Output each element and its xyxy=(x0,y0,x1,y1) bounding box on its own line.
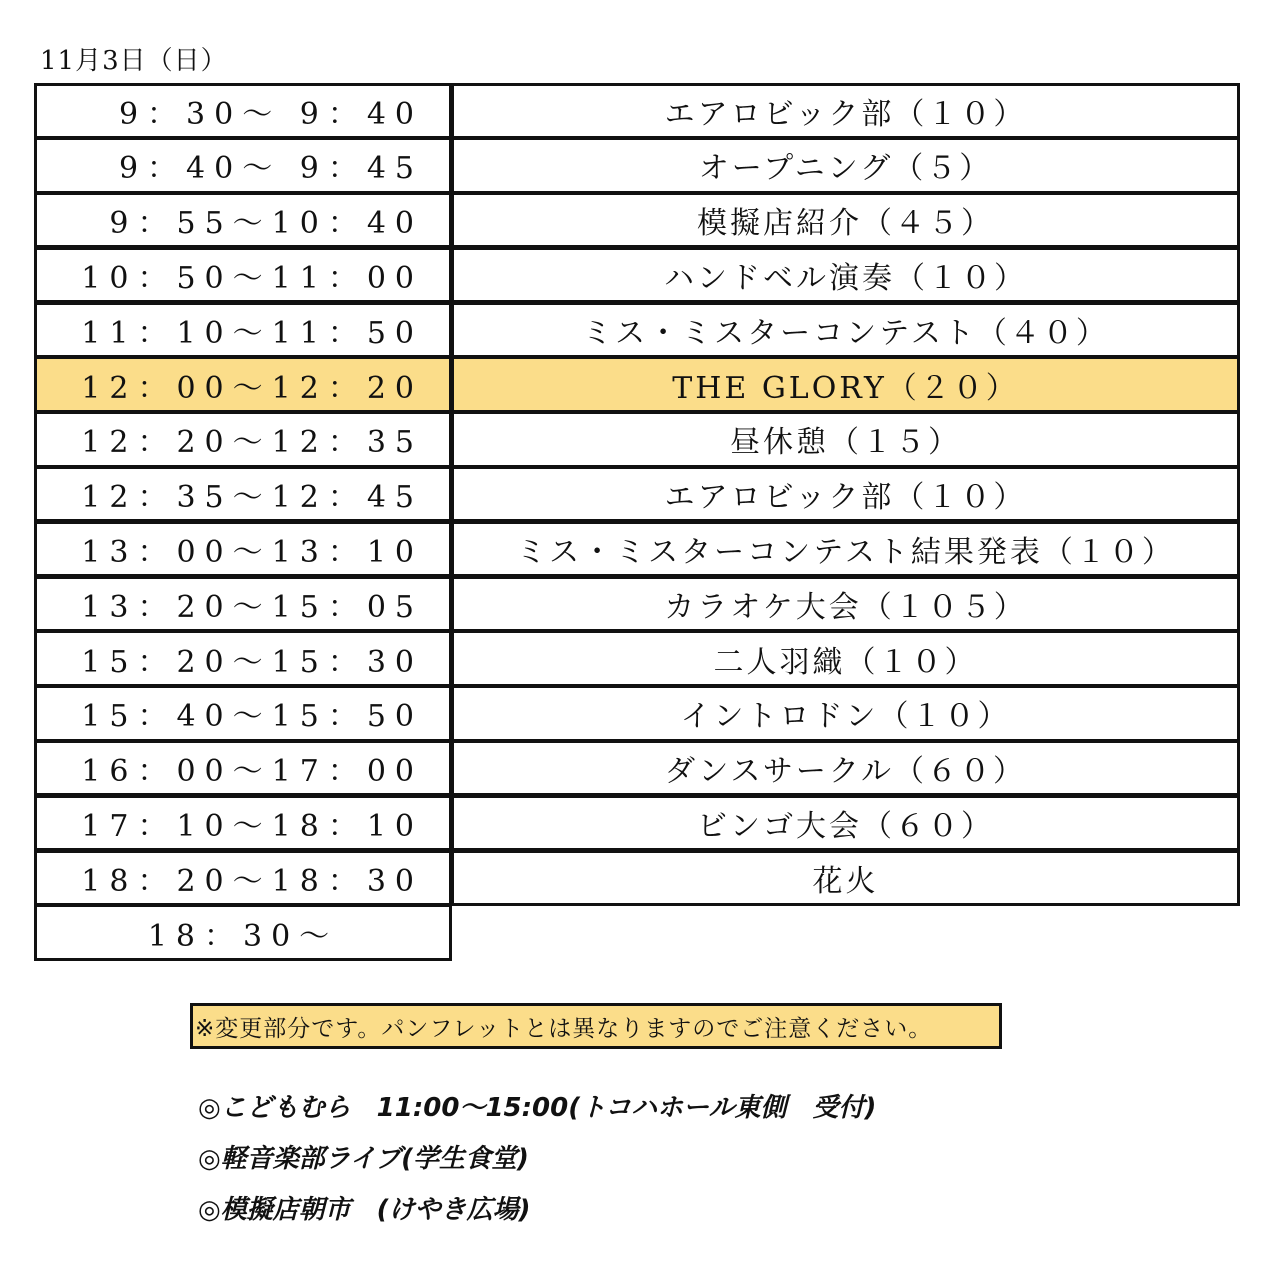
schedule-row xyxy=(34,139,1240,194)
event-cell-empty xyxy=(451,904,1240,960)
time-cell: 13：00～13：10 xyxy=(34,521,452,577)
schedule-row xyxy=(34,796,1240,851)
schedule-row xyxy=(34,248,1240,303)
event-cell: カラオケ大会（１０５） xyxy=(451,576,1240,632)
schedule-row xyxy=(34,413,1240,468)
time-cell: 12：00～12：20 xyxy=(34,356,452,412)
event-cell: エアロビック部（１０） xyxy=(451,466,1240,522)
event-cell: ミス・ミスターコンテスト（４０） xyxy=(451,302,1240,358)
time-cell: 9：55～10：40 xyxy=(34,192,452,248)
event-cell: イントロドン（１０） xyxy=(451,685,1240,741)
time-cell: 16：00～17：00 xyxy=(34,740,452,796)
event-cell: オープニング（５） xyxy=(451,137,1240,193)
event-cell: 花火 xyxy=(451,850,1240,906)
schedule-row xyxy=(34,577,1240,632)
schedule-row xyxy=(34,742,1240,797)
extra-event-item: ◎こどもむら 11:00～15:00(トコハホール東側 受付) xyxy=(198,1093,877,1123)
event-cell: エアロビック部（１０） xyxy=(451,83,1240,139)
schedule-row xyxy=(34,851,1240,906)
extra-event-item: ◎模擬店朝市 (けやき広場) xyxy=(198,1195,531,1225)
extra-events xyxy=(198,1090,876,1243)
time-cell: 13：20～15：05 xyxy=(34,576,452,632)
event-cell: THE GLORY（２０） xyxy=(451,356,1240,412)
time-cell: 17：10～18：10 xyxy=(34,795,452,851)
event-cell: ミス・ミスターコンテスト結果発表（１０） xyxy=(451,521,1240,577)
event-cell: ダンスサークル（６０） xyxy=(451,740,1240,796)
time-cell: 9：30～ 9：40 xyxy=(34,83,452,139)
schedule-row-highlighted xyxy=(34,358,1240,413)
schedule-row xyxy=(34,522,1240,577)
schedule-row xyxy=(34,906,1240,961)
schedule-row xyxy=(34,468,1240,523)
schedule-row xyxy=(34,194,1240,249)
extra-event-item: ◎軽音楽部ライブ(学生食堂) xyxy=(198,1144,529,1174)
time-cell: 10：50～11：00 xyxy=(34,247,452,303)
time-cell: 15：40～15：50 xyxy=(34,685,452,741)
time-cell: 12：35～12：45 xyxy=(34,466,452,522)
time-cell: 15：20～15：30 xyxy=(34,630,452,686)
time-cell: 18：30～ xyxy=(34,904,452,960)
schedule-row xyxy=(34,84,1240,139)
schedule-row xyxy=(34,303,1240,358)
schedule-table xyxy=(34,84,1240,961)
change-notice: ※変更部分です。パンフレットとは異なりますのでご注意ください。 xyxy=(190,1003,1002,1049)
event-cell: ビンゴ大会（６０） xyxy=(451,795,1240,851)
time-cell: 12：20～12：35 xyxy=(34,411,452,467)
event-cell: 昼休憩（１５） xyxy=(451,411,1240,467)
time-cell: 11：10～11：50 xyxy=(34,302,452,358)
schedule-date: 11月3日（日） xyxy=(40,46,228,76)
time-cell: 18：20～18：30 xyxy=(34,850,452,906)
time-cell: 9：40～ 9：45 xyxy=(34,137,452,193)
schedule-row xyxy=(34,687,1240,742)
event-cell: 二人羽織（１０） xyxy=(451,630,1240,686)
event-cell: 模擬店紹介（４５） xyxy=(451,192,1240,248)
schedule-row xyxy=(34,632,1240,687)
event-cell: ハンドベル演奏（１０） xyxy=(451,247,1240,303)
